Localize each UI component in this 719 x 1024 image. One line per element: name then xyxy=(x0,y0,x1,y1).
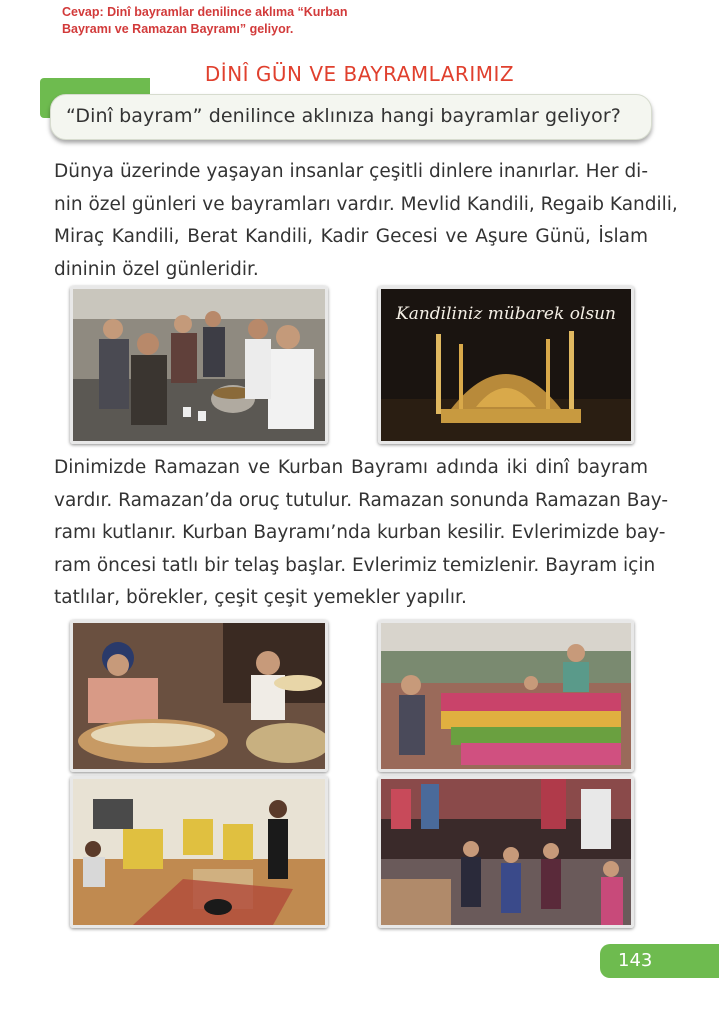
paragraph-1 xyxy=(54,156,678,286)
question-text: “Dinî bayram” denilince aklınıza hangi bayramlar geliyor? xyxy=(66,105,621,127)
photo-bazaar xyxy=(378,776,634,928)
paragraph-1-line: Miraç Kandili, Berat Kandili, Kadir Gecesi ve Aşure Günü, İslam xyxy=(54,226,648,247)
paragraph-2 xyxy=(54,452,669,615)
page-number-badge xyxy=(600,944,719,978)
photo-home-cleaning xyxy=(70,776,328,928)
paragraph-2-line: Dinimizde Ramazan ve Kurban Bayramı adında iki dinî bayram xyxy=(54,457,648,478)
paragraph-1-line: dininin özel günleridir. xyxy=(54,258,259,280)
answer-note xyxy=(62,4,392,38)
photo-candy-market xyxy=(378,620,634,772)
photo-asure-serving xyxy=(70,286,328,444)
paragraph-2-line: ram öncesi tatlı bir telaş başlar. Evlerimiz temizlenir. Bayram için xyxy=(54,554,656,576)
paragraph-2-line: vardır. Ramazan’da oruç tutulur. Ramazan sonunda Ramazan Bay- xyxy=(54,489,669,511)
answer-line-1: Cevap: Dinî bayramlar denilince aklıma “Kurban xyxy=(62,5,348,19)
kandil-caption: Kandiliniz mübarek olsun xyxy=(396,304,616,324)
page-title: DİNÎ GÜN VE BAYRAMLARIMIZ xyxy=(204,62,515,86)
page-number: 143 xyxy=(618,950,653,971)
photo-kandil-mosque xyxy=(378,286,634,444)
photo-women-baking xyxy=(70,620,328,772)
paragraph-1-line: Dünya üzerinde yaşayan insanlar çeşitli dinlere inanırlar. Her di- xyxy=(54,161,648,182)
answer-line-2: Bayramı ve Ramazan Bayramı” geliyor. xyxy=(62,22,294,36)
paragraph-1-line: nin özel günleri ve bayramları vardır. Mevlid Kandili, Regaib Kandili, xyxy=(54,193,678,215)
paragraph-2-line: tatlılar, börekler, çeşit çeşit yemekler yapılır. xyxy=(54,587,467,608)
paragraph-2-line: ramı kutlanır. Kurban Bayramı’nda kurban kesilir. Evlerimizde bay- xyxy=(54,522,666,543)
